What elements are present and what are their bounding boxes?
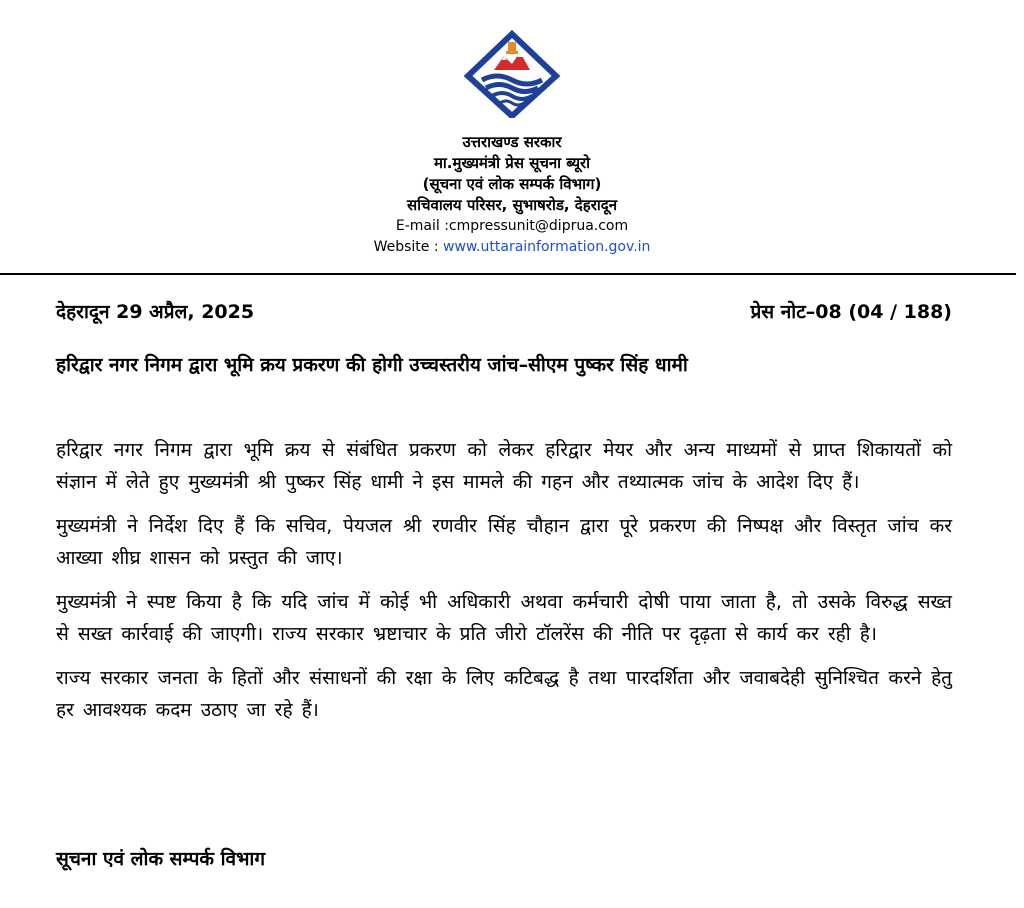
press-release-headline: हरिद्वार नगर निगम द्वारा भूमि क्रय प्रकरण की होगी उच्चस्तरीय जांच–सीएम पुष्कर सिंह धामी: [56, 354, 688, 376]
body-paragraph: मुख्यमंत्री ने स्पष्ट किया है कि यदि जांच में कोई भी अधिकारी अथवा कर्मचारी दोषी पाया जाता है, तो उसके विरुद्ध सख्त से सख्त कार्रवाई की जाएगी। राज्य सरकार भ्रष्टाचार के प्रति जीरो टॉलरेंस की नीति पर दृढ़ता से कार्य कर रही है।: [56, 591, 952, 645]
header-divider: [0, 273, 1016, 275]
press-note-number: प्रेस नोट–08 (04 / 188): [750, 301, 952, 323]
letterhead: [0, 30, 1024, 258]
header-line-government: उत्तराखण्ड सरकार: [462, 133, 562, 151]
issuing-department: सूचना एवं लोक सम्पर्क विभाग: [56, 848, 266, 870]
header-website: [0, 237, 1024, 258]
dateline: [56, 298, 952, 324]
header-email: E-mail :cmpressunit@diprua.com: [395, 218, 629, 234]
header-line-bureau: मा.मुख्यमंत्री प्रेस सूचना ब्यूरो: [433, 154, 591, 172]
place-date: देहरादून 29 अप्रैल, 2025: [56, 301, 255, 323]
header-line-department: (सूचना एवं लोक सम्पर्क विभाग): [422, 175, 602, 193]
body-paragraph: हरिद्वार नगर निगम द्वारा भूमि क्रय से संबंधित प्रकरण को लेकर हरिद्वार मेयर और अन्य माध्यमों से प्राप्त शिकायतों को संज्ञान में लेते हुए मुख्यमंत्री श्री पुष्कर सिंह धामी ने इस मामले की गहन और तथ्यात्मक जांच के आदेश दिए हैं।: [56, 439, 952, 493]
header-line-address: सचिवालय परिसर, सुभाषरोड, देहरादून: [406, 196, 618, 214]
press-release-body: [56, 434, 952, 738]
body-paragraph: मुख्यमंत्री ने निर्देश दिए हैं कि सचिव, पेयजल श्री रणवीर सिंह चौहान द्वारा पूरे प्रकरण की निष्पक्ष और विस्तृत जांच कर आख्या शीघ्र शासन को प्रस्तुत की जाए।: [56, 515, 952, 569]
website-label: Website :: [373, 239, 439, 255]
body-paragraph: राज्य सरकार जनता के हितों और संसाधनों की रक्षा के लिए कटिबद्ध है तथा पारदर्शिता और जवाबदेही सुनिश्चित करने हेतु हर आवश्यक कदम उठाए जा रहे हैं।: [56, 667, 952, 721]
website-link[interactable]: www.uttarainformation.gov.in: [443, 239, 651, 255]
uttarakhand-emblem-icon: [464, 30, 560, 118]
